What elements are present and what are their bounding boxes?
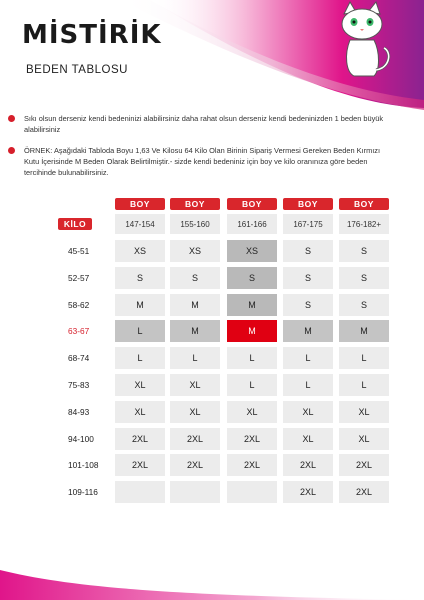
size-cell: XL bbox=[283, 428, 333, 450]
size-cell: S bbox=[115, 267, 165, 289]
size-cell: S bbox=[283, 240, 333, 262]
size-cell: M bbox=[283, 320, 333, 342]
bullet-icon bbox=[8, 147, 15, 154]
size-cell: M bbox=[339, 320, 389, 342]
size-cell: 2XL bbox=[115, 454, 165, 476]
kilo-range-label: 94-100 bbox=[68, 433, 94, 444]
size-cell: L bbox=[283, 347, 333, 369]
boy-header: BOY bbox=[170, 198, 220, 210]
boy-range-cell: 167-175 bbox=[283, 214, 333, 234]
size-cell: 2XL bbox=[339, 481, 389, 503]
kilo-header: KİLO bbox=[58, 218, 92, 230]
size-cell: S bbox=[283, 267, 333, 289]
size-cell: XL bbox=[115, 401, 165, 423]
highlighted-size-cell: M bbox=[227, 320, 277, 342]
boy-header: BOY bbox=[227, 198, 277, 210]
kilo-range-label: 45-51 bbox=[68, 246, 90, 256]
kilo-range-label: 101-108 bbox=[68, 460, 99, 471]
size-cell: XL bbox=[170, 374, 220, 396]
size-cell: M bbox=[115, 294, 165, 316]
size-cell: 2XL bbox=[283, 454, 333, 476]
boy-range-cell: 147-154 bbox=[115, 214, 165, 234]
size-cell: S bbox=[339, 240, 389, 262]
kilo-range-label: 58-62 bbox=[68, 299, 90, 310]
size-cell bbox=[227, 481, 277, 503]
size-cell bbox=[170, 481, 220, 503]
bullet-icon bbox=[8, 115, 15, 122]
brand-logo: MİSTİRİK bbox=[22, 20, 162, 50]
kilo-range-label: 84-93 bbox=[68, 406, 90, 417]
note-example: ÖRNEK: Aşağıdaki Tabloda Boyu 1,63 Ve Kilosu 64 Kilo Olan Birinin Sipariş Vermesi Gereken Beden Kırmızı Kutu İçerisinde M Beden Olarak Belirtilmiştir.- sizde kendi bedeniniz için boy ve kilo oranınıza göre beden tercihinde bulunabilirsiniz. bbox=[24, 145, 396, 178]
size-cell: XL bbox=[170, 401, 220, 423]
size-cell: M bbox=[170, 294, 220, 316]
size-cell: L bbox=[170, 347, 220, 369]
kilo-range-label: 68-74 bbox=[68, 353, 90, 364]
size-cell: S bbox=[339, 267, 389, 289]
page-title: BEDEN TABLOSU bbox=[26, 64, 128, 76]
cat-mascot-icon bbox=[330, 0, 396, 80]
size-cell: 2XL bbox=[227, 454, 277, 476]
size-cell: XL bbox=[339, 428, 389, 450]
kilo-range-label: 63-67 bbox=[68, 326, 90, 337]
size-cell: S bbox=[227, 267, 277, 289]
size-cell: L bbox=[227, 374, 277, 396]
size-cell: L bbox=[339, 347, 389, 369]
size-cell: 2XL bbox=[283, 481, 333, 503]
size-cell: S bbox=[283, 294, 333, 316]
size-cell: XL bbox=[115, 374, 165, 396]
size-cell: M bbox=[170, 320, 220, 342]
boy-range-cell: 161-166 bbox=[227, 214, 277, 234]
size-cell: XS bbox=[115, 240, 165, 262]
size-cell: XL bbox=[339, 401, 389, 423]
kilo-range-label: 75-83 bbox=[68, 380, 90, 390]
size-cell: 2XL bbox=[227, 428, 277, 450]
boy-range-cell: 176-182+ bbox=[339, 214, 389, 234]
size-cell: L bbox=[339, 374, 389, 396]
note-fit-advice: Sıkı olsun derseniz kendi bedeninizi alabilirsiniz daha rahat olsun derseniz kendi bedeninizden 1 beden büyük alabilirsiniz bbox=[24, 113, 396, 135]
size-cell: 2XL bbox=[339, 454, 389, 476]
boy-header: BOY bbox=[339, 198, 389, 210]
size-cell: 2XL bbox=[115, 428, 165, 450]
size-cell: L bbox=[115, 320, 165, 342]
size-cell bbox=[115, 481, 165, 503]
boy-header: BOY bbox=[283, 198, 333, 210]
boy-header: BOY bbox=[115, 198, 165, 210]
size-cell: XS bbox=[227, 240, 277, 262]
size-cell: XL bbox=[227, 401, 277, 423]
size-cell: L bbox=[283, 374, 333, 396]
boy-range-cell: 155-160 bbox=[170, 214, 220, 234]
size-cell: 2XL bbox=[170, 454, 220, 476]
size-cell: XS bbox=[170, 240, 220, 262]
footer-swoosh bbox=[0, 560, 424, 600]
kilo-range-label: 52-57 bbox=[68, 272, 90, 283]
size-cell: XL bbox=[283, 401, 333, 423]
size-cell: S bbox=[170, 267, 220, 289]
size-cell: M bbox=[227, 294, 277, 316]
size-cell: S bbox=[339, 294, 389, 316]
size-cell: 2XL bbox=[170, 428, 220, 450]
size-cell: L bbox=[115, 347, 165, 369]
size-cell: L bbox=[227, 347, 277, 369]
kilo-range-label: 109-116 bbox=[68, 487, 98, 498]
